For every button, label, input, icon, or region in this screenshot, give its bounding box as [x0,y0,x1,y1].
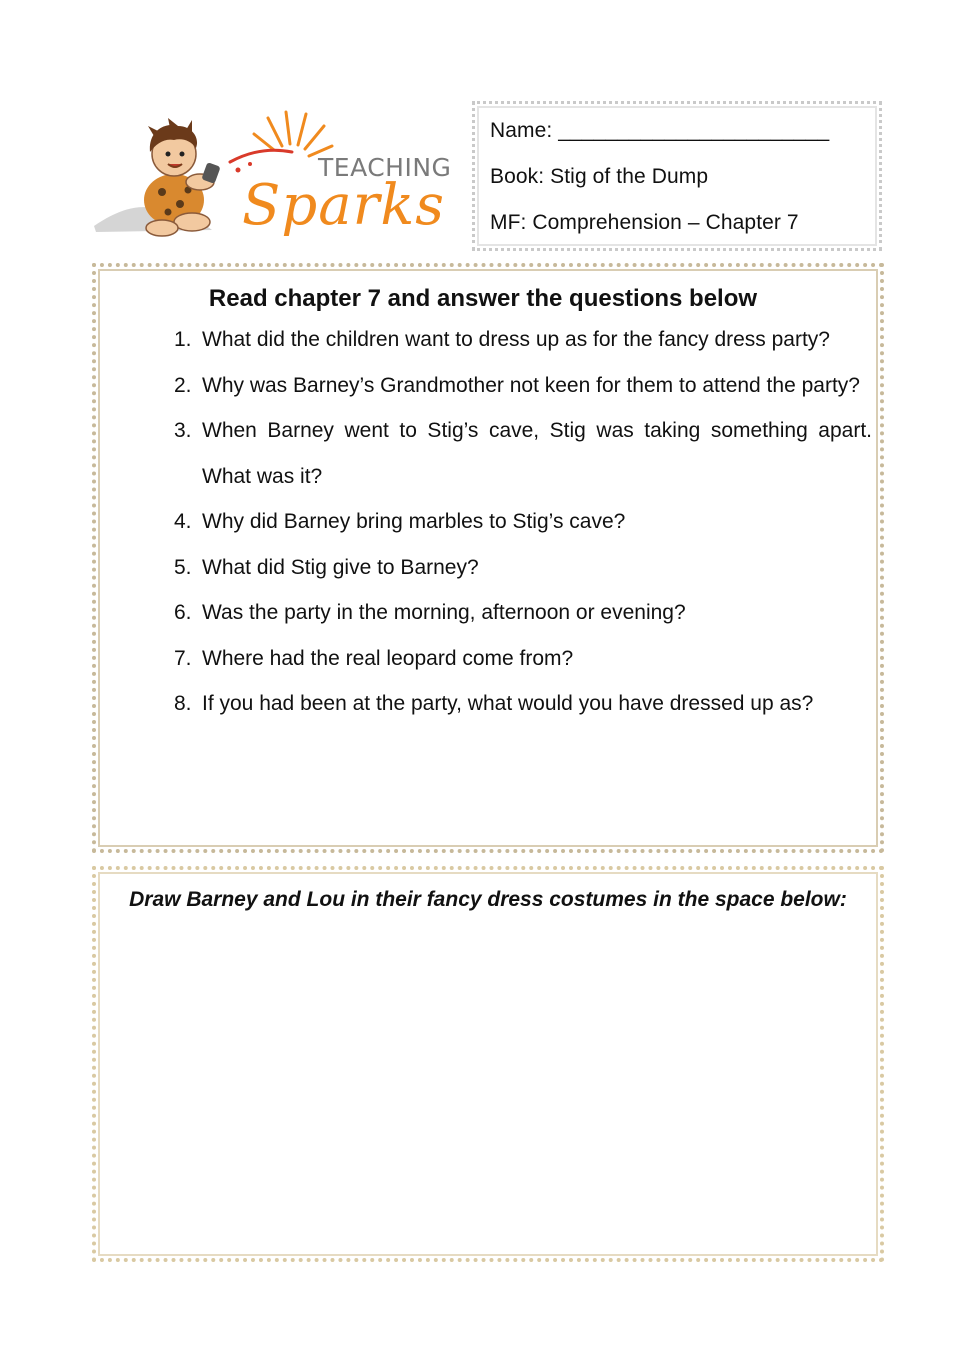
logo-sparks-text: Sparks [242,173,446,238]
question-text: If you had been at the party, what would you have dressed up as? [202,692,814,715]
question-number: 3. [174,419,192,442]
question-list [166,317,872,727]
question-item [166,499,872,545]
name-line[interactable] [490,119,829,143]
drawing-instruction: Draw Barney and Lou in their fancy dress costumes in the space below: [129,888,847,911]
student-info-box [472,101,882,251]
question-number: 4. [174,510,192,533]
module-focus-line: MF: Comprehension – Chapter 7 [490,211,799,234]
question-text: Where had the real leopard come from? [202,646,574,670]
question-number: 6. [174,601,192,624]
logo-teaching-text: TEACHING [318,153,452,182]
question-text: When Barney went to Stig’s cave, Stig was taking something apart. What was it? [202,419,872,488]
question-item [166,590,872,636]
question-number: 7. [174,646,192,670]
question-item [166,408,872,499]
name-label: Name: [490,119,559,142]
teaching-sparks-logo [92,104,462,250]
question-number: 2. [174,373,192,397]
name-blank-field[interactable]: _______________________ [558,119,830,142]
question-number: 1. [174,328,192,351]
questions-section [92,263,884,853]
question-item [166,317,872,363]
question-text: Why did Barney bring marbles to Stig’s cave? [202,510,626,533]
caveman-mascot-illustration [92,104,462,250]
question-item [166,636,872,682]
book-line: Book: Stig of the Dump [490,165,709,188]
question-text: What did Stig give to Barney? [202,555,479,579]
question-item [166,363,872,409]
question-number: 8. [174,692,192,715]
question-text: Why was Barney’s Grandmother not keen for them to attend the party? [202,373,860,397]
question-text: What did the children want to dress up as for the fancy dress party? [202,328,830,351]
question-text: Was the party in the morning, afternoon or evening? [202,601,686,624]
drawing-area[interactable] [110,930,866,1244]
question-item [166,681,872,727]
questions-heading: Read chapter 7 and answer the questions below [208,285,758,312]
drawing-section [92,866,884,1262]
question-item [166,545,872,591]
question-number: 5. [174,555,192,579]
